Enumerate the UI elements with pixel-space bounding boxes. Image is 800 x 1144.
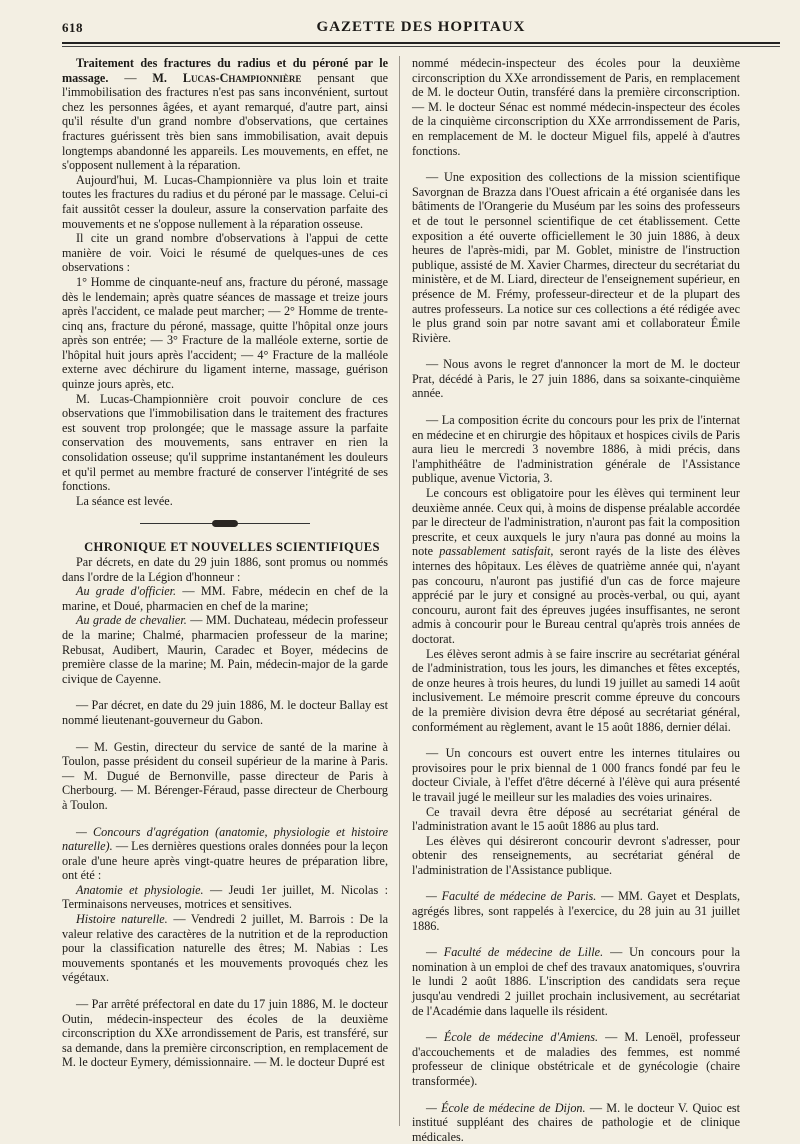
fracture-paragraph-1 xyxy=(62,56,388,173)
grade-text: — MM. Fabre, médecin en chef de la marine, et Doué, pharmacien en chef de la marine; xyxy=(62,584,388,613)
fracture-paragraph-2: Aujourd'hui, M. Lucas-Championnière va plus loin et traite toutes les fractures du radius et du péroné par le massage. Celui-ci fait aussitôt cesser la douleur, assure la conservation parfaite des mouvements et ne s'oppose nullement à la réparation osseuse. xyxy=(62,172,388,231)
section-divider xyxy=(140,520,310,528)
civiale-paragraph: — Un concours est ouvert entre les internes titulaires ou provisoires pour le prix biennal de 1 000 francs fondé par feu le docteur Civiale, à l'effet d'être décerné à l'élève qui aura présenté le travail jugé le meilleur sur les maladies des voies urinaires. xyxy=(412,746,740,804)
grade-label: Au grade de chevalier. xyxy=(76,613,187,628)
article-title: Traitement des fractures du radius et du péroné par le massage. xyxy=(62,56,388,85)
civiale-paragraph-3: Les élèves qui désireront concourir devront s'adresser, pour obtenir des renseignements, au secrétariat général de l'administration de l'Assistance publique. xyxy=(412,833,740,877)
page-number: 618 xyxy=(62,20,83,35)
subject-label: Anatomie et physiologie. xyxy=(76,882,204,897)
concours-text: — Les dernières questions orales données pour la leçon orale d'une heure après vingt-quatre heures de préparation libre, ont été : xyxy=(62,839,389,883)
subject-text: — Vendredi 2 juillet, M. Barrois : De la valeur relative des caractères de la nutrition et de la reproduction pour la classification naturelle des êtres; M. Nabias : Les mouvements spontanés et les mouvements provoqués chez les végétaux. xyxy=(62,912,388,985)
divider-ornament xyxy=(212,520,238,527)
continuation-paragraph: nommé médecin-inspecteur des écoles pour la deuxième circonscription du XXe arrondissement de Paris, en remplacement de M. le docteur Outin, transféré dans la première circonscription. — M. le docteur Sénac est nommé médecin-inspecteur des écoles de la cinquième circonscription du XXe arrrondissement de Paris, en remplacement de M. le docteur Miguel fils, appelé à d'autres fonctions. xyxy=(412,56,740,158)
inscription-paragraph: Les élèves seront admis à se faire inscrire au secrétariat général de l'administration, tous les jours, les dimanches et fêtes exceptés, de onze heures à trois heures, du lundi 19 juillet au samedi 14 août inclusivement. Le mémoire prescrit comme épreuve du concours de la première division devra être déposé au secrétariat général, conformément au règlement, avant le 15 août 1886, dernier délai. xyxy=(412,646,740,734)
right-column xyxy=(412,56,740,1144)
grade-text: — MM. Duchateau, médecin professeur de la marine; Chalmé, pharmacien professeur de la marine; Rebusat, Audibert, Maurin, Caradec et Boyer, médecins de première classe de la marine; M. Pain, médecin-major de la garde civique de Cayenne. xyxy=(62,613,388,686)
grade-label: Au grade d'officier. xyxy=(76,584,177,599)
ballay-paragraph: — Par décret, en date du 29 juin 1886, M. le docteur Ballay est nommé lieutenant-gouverneur du Gabon. xyxy=(62,698,388,727)
faculty-label: — Faculté de médecine de Lille. xyxy=(426,945,604,960)
session-closing: La séance est levée. xyxy=(76,493,173,508)
decree-paragraph: Par décrets, en date du 29 juin 1886, sont promus ou nommés dans l'ordre de la Légion d'honneur : xyxy=(62,555,388,584)
paragraph-text: Le concours est obligatoire pour les élèves qui terminent leur deuxième année. Ceux qui, à moins de dispense préalable accordée par le directeur de l'administration, n'auront pas fait la composition prescrite, et ceux auxquels le jury n'aura pas donné au moins la note xyxy=(412,486,740,559)
column-divider xyxy=(399,56,400,1126)
note-label: passablement satisfait, xyxy=(439,544,554,559)
concours-label: — Concours d'agrégation (anatomie, physiologie et histoire naturelle). xyxy=(62,824,388,854)
fracture-paragraph-3: Il cite un grand nombre d'observations à l'appui de cette manière de voir. Voici le résumé de quelques-unes de ces observations : xyxy=(62,231,388,275)
knight-paragraph xyxy=(62,613,388,686)
obligatoire-paragraph xyxy=(412,486,740,647)
lille-paragraph xyxy=(412,945,740,1018)
concours-paragraph xyxy=(62,825,388,883)
faculty-text: — Un concours pour la nomination à un emploi de chef des travaux anatomiques, s'ouvrira le lundi 2 août 1886. L'inscription des candidats sera reçue jusqu'au vendredi 2 juillet prochain inclusivement, au secrétariat de l'Académie dans laquelle ils résident. xyxy=(412,945,740,1018)
title-dash: — xyxy=(124,70,137,85)
paragraph-text: pensant que l'immobilisation des fractures n'est pas sans inconvénient, surtout chez les personnes âgées, et ayant remarqué, d'autre part, ainsi qu'il résulte d'un grand nombre d'observations, que certaines fractures guérissent très bien sans immobilisation, avait depuis longtemps abandonné les appareils. Les mouvements, en effet, ne s'opposent nullement à la réparation. xyxy=(62,70,389,173)
school-label: — École de médecine de Dijon. xyxy=(426,1100,586,1115)
article-author: M. Lucas-Championnière xyxy=(152,70,302,85)
subject-label: Histoire naturelle. xyxy=(76,912,168,927)
journal-title: GAZETTE DES HOPITAUX xyxy=(316,19,526,35)
fracture-paragraph-5: M. Lucas-Championnière croit pouvoir conclure de ces observations que l'immobilisation dans le traitement des fractures est souvent trop prolongée; que le massage assure la parfaite conservation des mouvements, sans entraver en rien la consolidation osseuse; qu'il supprime instantanément les douleurs et qu'il permet au membre fracturé de conserver l'intégrité de ses fonctions. xyxy=(62,391,388,494)
histoire-paragraph xyxy=(62,912,388,985)
gestin-paragraph: — M. Gestin, directeur du service de santé de la marine à Toulon, passe président du conseil supérieur de la marine à Paris. — M. Dugué de Bernonville, passe directeur de Paris à Cherbourg. — M. Bérenger-Féraud, passe directeur de Cherbourg à Toulon. xyxy=(62,739,388,812)
school-label: — École de médecine d'Amiens. xyxy=(426,1030,598,1045)
header-rule xyxy=(62,42,780,44)
section-heading: CHRONIQUE ET NOUVELLES SCIENTIFIQUES xyxy=(84,540,380,555)
paragraph-text: seront rayés de la liste des élèves internes des hôpitaux. Les élèves de quatrième année qui, n'ayant pas concouru, n'auront pas justifié d'un cas de force majeure apprécié par le jury et consigné au procès-verbal, ou qui, ayant concouru, auront fait des épreuves jugées insuffisantes, ne seront admis à concourir pour le Bureau central qu'après trois années de doctorat. xyxy=(412,544,741,646)
faculty-text: — MM. Gayet et Desplats, agrégés libres, sont rappelés à l'exercice, du 28 juin au 31 juillet 1886. xyxy=(412,889,740,933)
paris-paragraph xyxy=(412,889,740,933)
arrete-paragraph: — Par arrêté préfectoral en date du 17 juin 1886, M. le docteur Outin, médecin-inspecteur des écoles de la deuxième circonscription du XXe arrondissement de Paris, est transféré, sur sa demande, dans la première circonscription, en remplacement de M. le docteur Eymery, démissionnaire. — M. le docteur Dupré est xyxy=(62,997,388,1070)
header-rule-thin xyxy=(62,46,780,47)
subject-text: — Jeudi 1er juillet, M. Nicolas : Terminaisons nerveuses, motrices et sensitives. xyxy=(62,882,388,912)
officer-paragraph xyxy=(62,584,388,613)
fracture-paragraph-4: 1° Homme de cinquante-neuf ans, fracture du péroné, massage dès le lendemain; après quatre séances de massage et treize jours après l'accident, ce malade peut marcher; — 2° Homme de trente-cinq ans, fracture du péroné, massage, quitte l'hôpital onze jours après son entrée; — 3° Fracture de la malléole externe, sortie de l'hôpital huit jours après l'accident; — 4° Fracture de la malléole externe avec déchirure du ligament interne, massage, guérison quinze jours après, etc. xyxy=(62,274,388,392)
exposition-paragraph: — Une exposition des collections de la mission scientifique Savorgnan de Brazza dans l'Ouest africain a été organisée dans les bâtiments de l'Orangerie du Muséum par les soins des professeurs et de tout le personnel scientifique de cet établissement. Cette exposition a été ouverte officiellement le 30 juin 1886, à deux heures de l'après-midi, par M. Goblet, ministre de l'instruction publique, assisté de M. Xavier Charmes, directeur du secrétariat du ministère, et de M. Liard, directeur de l'enseignement supérieur, en présence de M. Frémy, professeur-directeur et de la plupart des autres professeurs. La notice sur ces collections a été rédigée avec le plus grand soin par notre savant ami et collaborateur Émile Rivière. xyxy=(412,170,740,345)
school-text: — M. Lenoël, professeur d'accouchements et de maladies des femmes, est nommé professeur de clinique obstétricale et de gynécologie (chaire transformée). xyxy=(412,1030,740,1088)
school-text: — M. le docteur V. Quioc est institué suppléant des chaires de pathologie et de clinique médicales. xyxy=(412,1100,740,1144)
page-header xyxy=(62,18,780,40)
faculty-label: — Faculté de médecine de Paris. xyxy=(426,889,597,904)
anatomie-paragraph xyxy=(62,883,388,912)
civiale-paragraph-2: Ce travail devra être déposé au secrétariat général de l'administration avant le 15 août 1886 au plus tard. xyxy=(412,804,740,834)
obituary-paragraph: — Nous avons le regret d'annoncer la mort de M. le docteur Prat, décédé à Paris, le 27 juin 1886, dans sa soixante-cinquième année. xyxy=(412,357,740,401)
internat-paragraph: — La composition écrite du concours pour les prix de l'internat en médecine et en chirurgie des hôpitaux et hospices civils de Paris aura lieu le mercredi 3 novembre 1886, à midi précis, dans l'amphithéâtre de l'administration générale de l'Assistance publique, avenue Victoria, 3. xyxy=(412,413,740,486)
amiens-paragraph xyxy=(412,1030,740,1088)
dijon-paragraph xyxy=(412,1101,740,1144)
left-column xyxy=(62,56,388,1070)
